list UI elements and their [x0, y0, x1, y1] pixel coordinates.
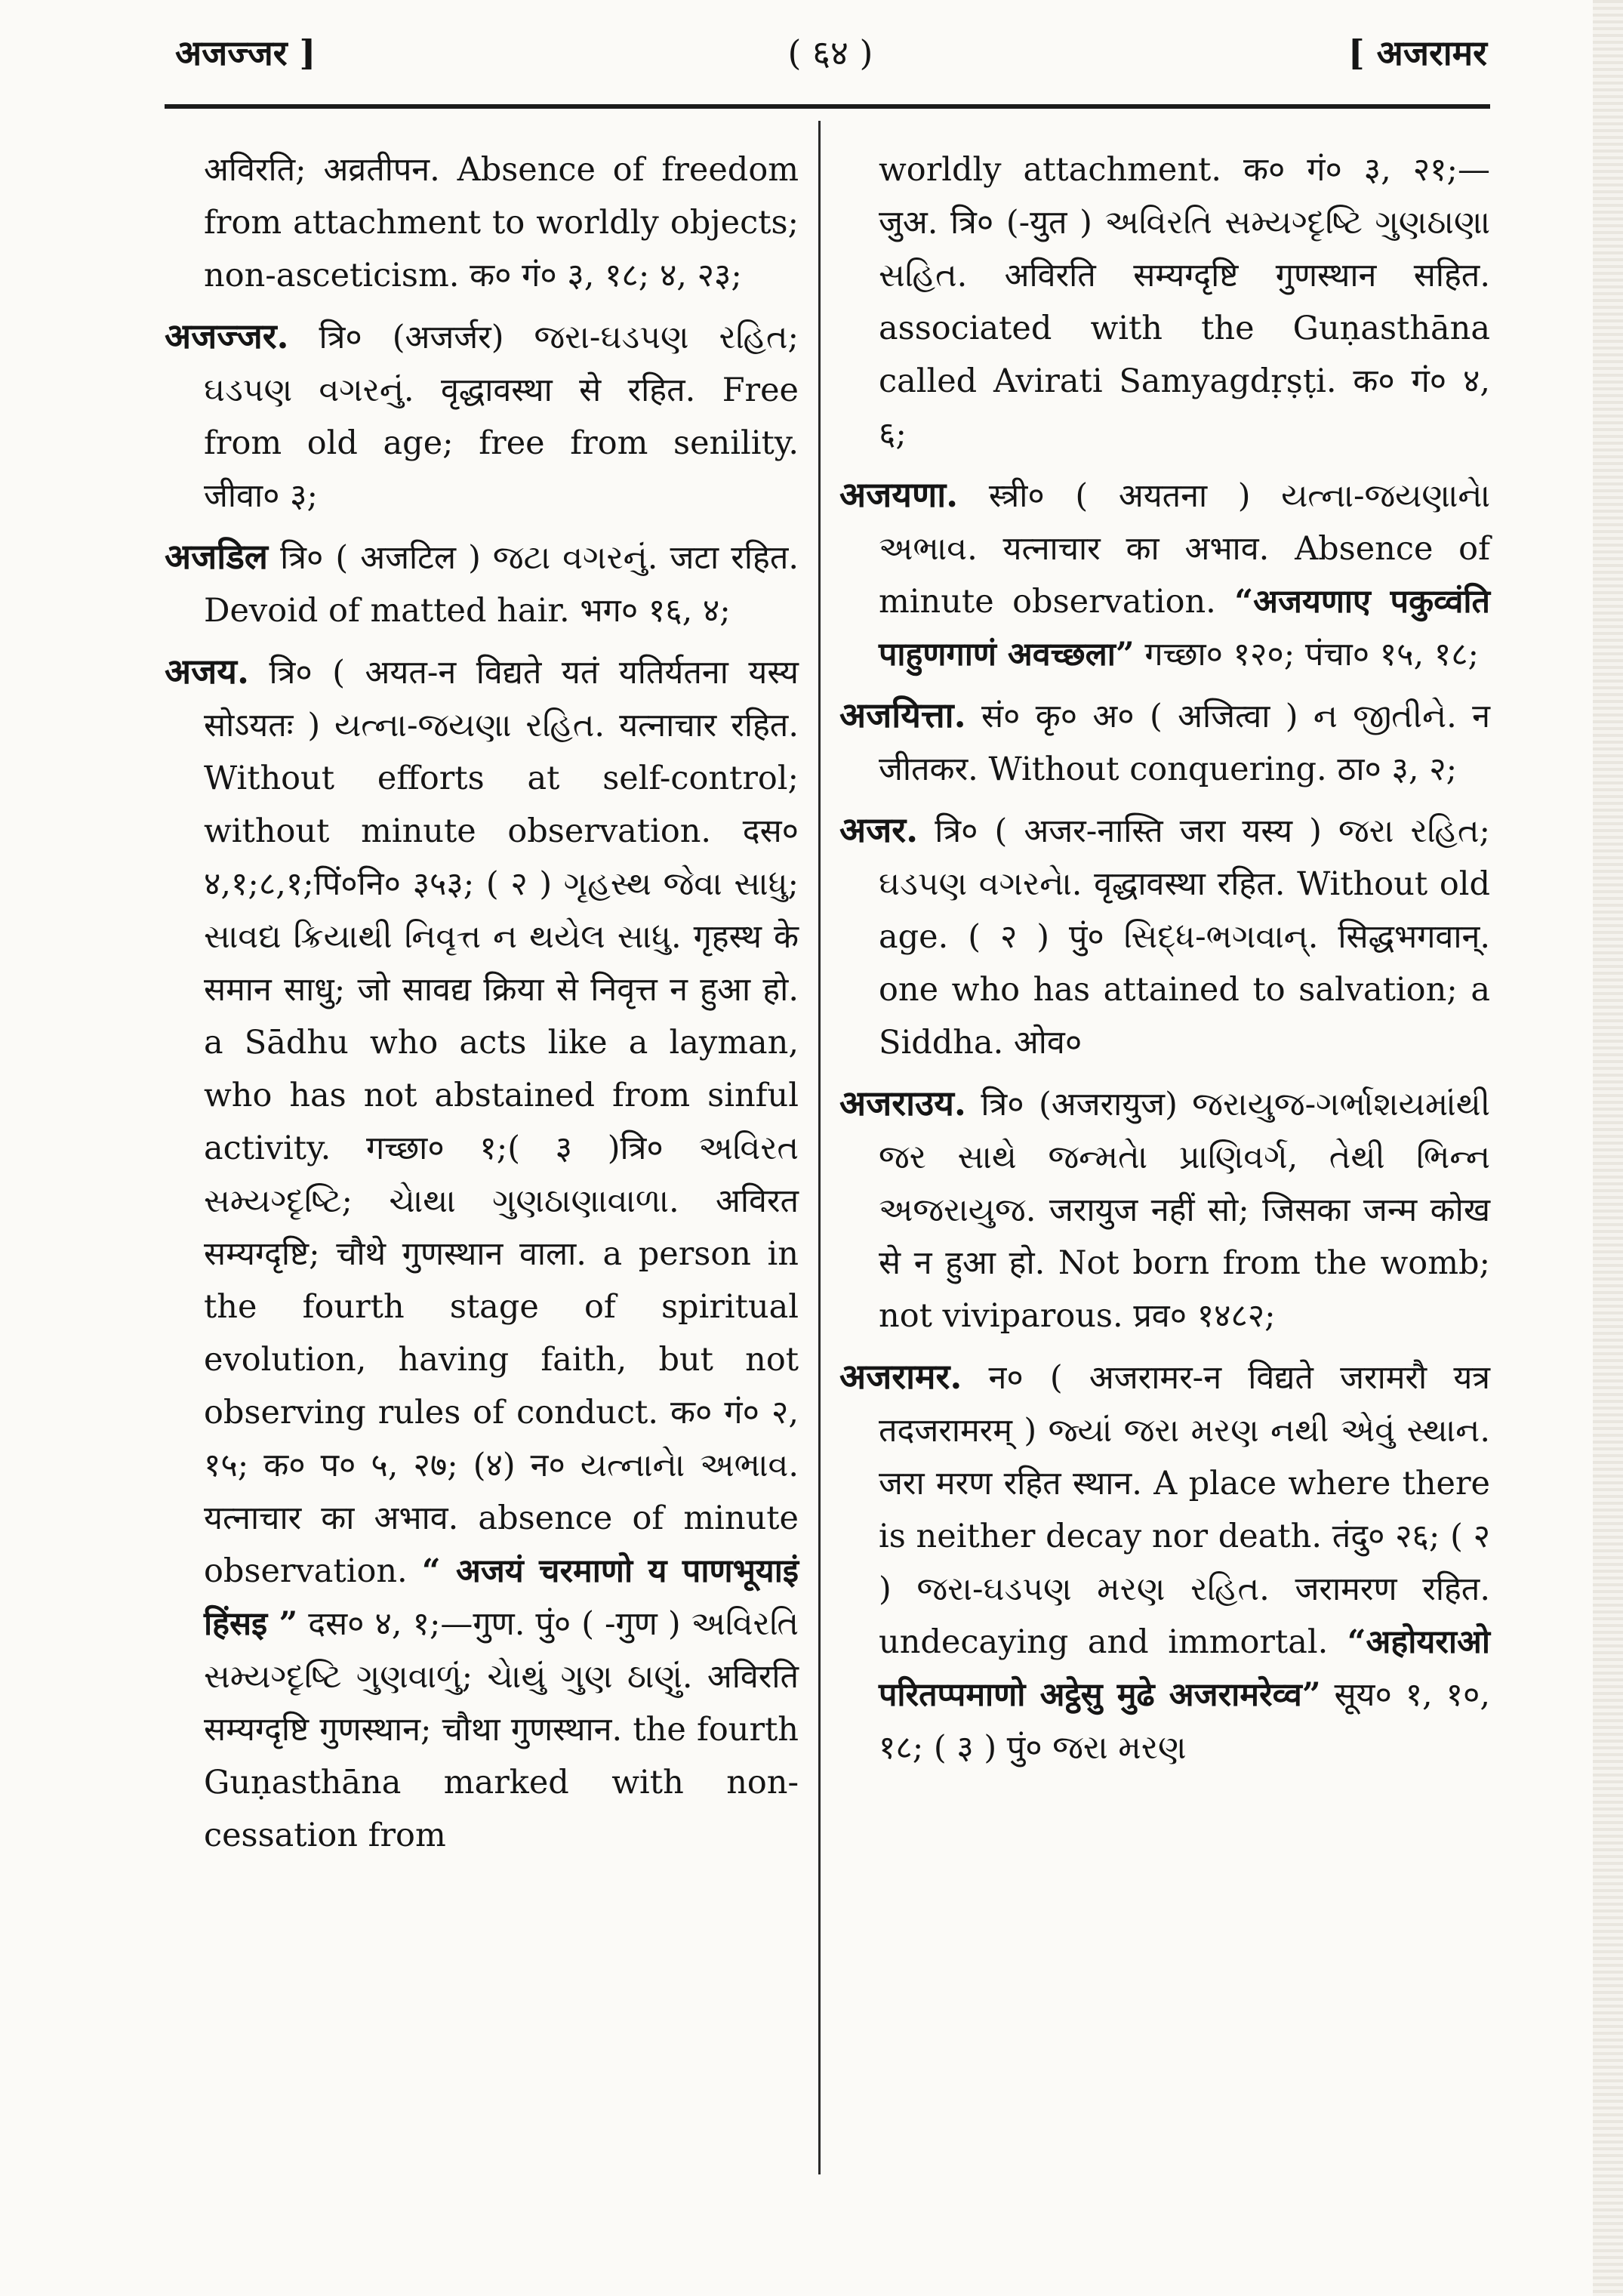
- dictionary-entry: [165, 530, 799, 637]
- header-right-guideword: [ अजरामर: [1347, 32, 1487, 73]
- dictionary-entry: [839, 468, 1490, 681]
- entry-text: worldly attachment. क० गं० ३, २१;—जुअ. त्रि० (-युत ) અવિરતિ સમ્યગ્દૃષ્ટિ ગુણઠાણા સહિત. अविरति सम्यग्दृष्टि गुणस्थान सहित. associated with the Guṇasthāna called Avirati Samyagdṛṣṭi. क० गं० ४, ६;: [879, 151, 1490, 453]
- entry-text-continued: गच्छा० १२०; पंचा० १५, १८;: [1144, 636, 1480, 673]
- entry-text: त्रि० ( अजर-नास्ति जरा यस्य ) જરા રહિત; ઘડપણ વગરનેા. वृद्धावस्था रहित. Without old age. ( २ ) पुं० સિદ્ધ-ભગવાન્. सिद्धभगवान्. one who has attained to salvation; a Siddha. ओव०: [879, 812, 1491, 1062]
- entry-text: त्रि० (अजर्जर) જરા-ઘડપણ રહિત; ઘડપણ વગરનું. वृद्धावस्था से रहित. Free from old age; free from senility. जीवा० ३;: [204, 319, 799, 515]
- column-divider: [818, 121, 821, 2174]
- scan-edge: [1593, 0, 1623, 2296]
- header-left-guideword: अजज्जर ]: [175, 32, 316, 73]
- left-column: [165, 143, 799, 1869]
- dictionary-entry: [839, 689, 1490, 796]
- entry-headword: अजर.: [839, 809, 919, 850]
- entry-quotation: “ अजयं चरमाणो य पाणभूयाइं हिंसइ ”: [204, 1552, 799, 1643]
- entry-headword: अजरामर.: [839, 1356, 962, 1397]
- entry-text: त्रि० ( अयत-न विद्यते यतं यतिर्यतना यस्य सोऽयतः ) યત્ના-જયણા રહિત. यत्नाचार रहित. Without efforts at self-control; without minute observation. दस० ४,१;८,१;पिं०नि० ३५३; ( २ ) ગૃહસ્થ જેવા સાધુ; સાવદ્ય ક્રિયાથી નિવૃત્ત ન થયેલ સાધુ. गृहस्थ के समान साधु; जो सावद्य क्रिया से निवृत्त न हुआ हो. a Sādhu who acts like a layman, who has not abstained from sinful activity. गच्छा० १;( ३ )त्रि० અવિરત સમ્યગ્દૃષ્ટિ; ચેાથા ગુણઠાણાવાળા. अविरत सम्यग्दृष्टि; चौथे गुणस्थान वाला. a person in the fourth stage of spiritual evolution, having faith, but not observing rules of conduct. क० गं० २, १५; क० प० ५, २७; (४) न० યત્નાનેા અભાવ. यत्नाचार का अभाव. absence of minute observation.: [204, 654, 799, 1590]
- entry-headword: अजज्जर.: [165, 316, 289, 356]
- entry-text-continued: दस० ४, १;—गुण. पुं० ( -गुण ) અવિરતિ સમ્યગ્દૃષ્ટિ ગુણવાળું; ચેાથું ગુણ ઠાણું. अविरति सम्यग्दृष्टि गुणस्थान; चौथा गुणस्थान. the fourth Guṇasthāna marked with non-cessation from: [204, 1605, 799, 1854]
- dictionary-entry: [839, 1350, 1490, 1774]
- dictionary-entry: [165, 645, 799, 1862]
- right-column: [839, 143, 1490, 1782]
- entry-headword: अजय.: [165, 651, 249, 692]
- entry-text: सं० कृ० अ० ( अजित्वा ) ન જીતીને. न जीतकर. Without conquering. ठा० ३, २;: [879, 698, 1490, 788]
- entry-headword: अजडिल: [165, 536, 268, 577]
- entry-text: त्रि० ( अजटिल ) જટા વગરનું. जटा रहित. Devoid of matted hair. भग० १६, ४;: [204, 539, 799, 630]
- dictionary-entry: [839, 803, 1490, 1069]
- entry-headword: अजयित्ता.: [839, 695, 966, 735]
- entry-text: न० ( अजरामर-न विद्यते जरामरौ यत्र तदजरामरम् ) જ્યાં જરા મરણ નથી એવું સ્થાન. जरा मरण रहित स्थान. A place where there is neither decay nor death. तंदु० २६; ( २ ) જરા-ઘડપણ મરણ રહિત. जरामरण रहित. undecaying and immortal.: [879, 1359, 1490, 1661]
- entry-text: स्त्री० ( अयतना ) યત્ના-જયણાનેા અભાવ. यत्नाचार का अभाव. Absence of minute observation.: [879, 477, 1491, 621]
- entry-text-continued: सूय० १, १०, १८; ( ३ ) पुं० જરા મરણ: [879, 1676, 1490, 1767]
- entry-quotation: “अजयणाए पकुव्वंति पाहुणगाणं अवच्छला”: [879, 583, 1491, 673]
- dictionary-entry: [165, 310, 799, 522]
- entry-text: त्रि० (अजरायुज) જરાયુજ-ગર્ભાશયમાંથી જર સાથે જન્મતેા પ્રાણિવર્ગ, તેથી ભિન્ન અજરાયુજ. जरायुज नहीं सो; जिसका जन्म कोख से न हुआ हो. Not born from the womb; not viviparous. प्रव० १४८२;: [879, 1086, 1491, 1335]
- header-rule: [165, 104, 1490, 109]
- entry-quotation: “अहोयराओ परितप्पमाणो अट्ठेसु मुढे अजरामरेव्व”: [879, 1623, 1490, 1714]
- dictionary-entry: [165, 143, 799, 302]
- dictionary-entry: [839, 1077, 1490, 1342]
- dictionary-entry: [839, 143, 1490, 461]
- entry-text: अविरति; अव्रतीपन. Absence of freedom from attachment to worldly objects; non-asceticism. क० गं० ३, १८; ४, २३;: [204, 151, 799, 294]
- entry-headword: अजराउय.: [839, 1083, 966, 1123]
- entry-headword: अजयणा.: [839, 474, 959, 515]
- page-number: ( ६४ ): [787, 32, 873, 73]
